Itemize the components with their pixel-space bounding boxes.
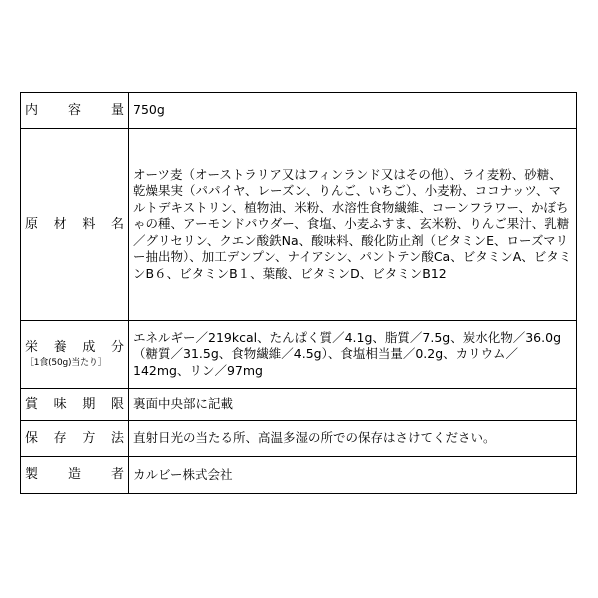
label-char: 味 bbox=[53, 396, 67, 412]
label-char: 容 bbox=[67, 102, 81, 118]
row-label bbox=[21, 321, 129, 388]
ingredients-value: オーツ麦（オーストラリア又はフィンランド又はその他）、ライ麦粉、砂糖、乾燥果実（パパイヤ、レーズン、りんご、いちご）、小麦粉、ココナッツ、マルトデキストリン、植物油、米粉、水溶性食物繊維、コーンフラワー、かぼちゃの種、アーモンドパウダー、食塩、小麦ふすま、玄米粉、りんご果汁、乳糖／グリセリン、クエン酸鉄Na、酸味料、酸化防止剤（ビタミンE、ローズマリー抽出物）、加工デンプン、ナイアシン、パントテン酸Ca、ビタミンA、ビタミンB６、ビタミンB１、葉酸、ビタミンD、ビタミンB12 bbox=[133, 166, 572, 281]
row-value bbox=[129, 421, 576, 456]
manufacturer-value: カルビー株式会社 bbox=[133, 466, 233, 482]
row-label bbox=[21, 457, 129, 493]
label-char: 者 bbox=[110, 467, 124, 482]
label-char: 期 bbox=[82, 396, 96, 412]
storage-value: 直射日光の当たる所、高温多湿の所での保存はさけてください。 bbox=[133, 430, 496, 446]
table-row-ingredients bbox=[21, 129, 576, 321]
label-char: 量 bbox=[110, 102, 124, 118]
label-char: 方 bbox=[82, 430, 96, 446]
table-row-storage bbox=[21, 421, 576, 457]
label-char: 栄 bbox=[25, 340, 39, 355]
row-value bbox=[129, 129, 576, 320]
label-char: 保 bbox=[25, 430, 39, 446]
row-value bbox=[129, 457, 576, 493]
label-char: 法 bbox=[110, 430, 124, 446]
row-value bbox=[129, 389, 576, 420]
label-char: 存 bbox=[53, 430, 67, 446]
row-value bbox=[129, 321, 576, 388]
label-char: 製 bbox=[25, 467, 39, 482]
row-value bbox=[129, 93, 576, 128]
label-char: 養 bbox=[53, 340, 67, 355]
table-row-nutrition bbox=[21, 321, 576, 389]
label-char: 賞 bbox=[25, 396, 39, 412]
table-row-manufacturer bbox=[21, 457, 576, 493]
label-char: 分 bbox=[110, 340, 124, 355]
label-char: 原 bbox=[25, 216, 39, 232]
product-info-table bbox=[20, 92, 577, 494]
row-label bbox=[21, 93, 129, 128]
label-char: 内 bbox=[25, 102, 39, 118]
label-char: 材 bbox=[53, 216, 67, 232]
label-char: 造 bbox=[67, 467, 81, 482]
row-label bbox=[21, 389, 129, 420]
label-char: 料 bbox=[82, 216, 96, 232]
table-row-best-before bbox=[21, 389, 576, 421]
label-char: 名 bbox=[110, 216, 124, 232]
contents-value: 750g bbox=[133, 102, 165, 118]
row-label bbox=[21, 129, 129, 320]
nutrition-value: エネルギー／219kcal、たんぱく質／4.1g、脂質／7.5g、炭水化物／36.0g（糖質／31.5g、食物繊維／4.5g）、食塩相当量／0.2g、カリウム／142mg、リン／97mg bbox=[133, 329, 561, 378]
table-row-contents bbox=[21, 93, 576, 129]
label-char: 限 bbox=[110, 396, 124, 412]
best-before-value: 裏面中央部に記載 bbox=[133, 396, 234, 412]
serving-size-note: ［1食(50g)当たり］ bbox=[25, 358, 107, 368]
label-char: 成 bbox=[82, 340, 96, 355]
row-label bbox=[21, 421, 129, 456]
